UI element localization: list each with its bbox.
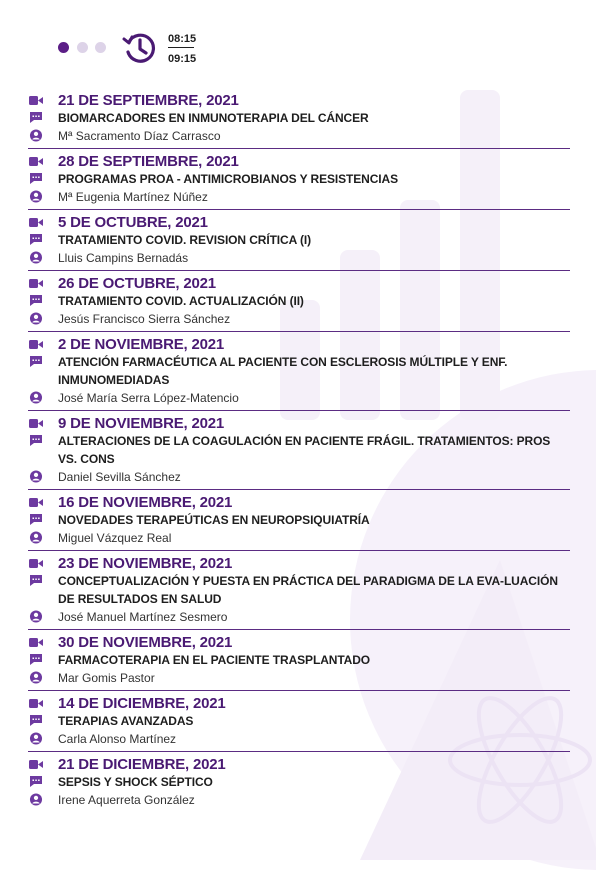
session-speaker: Mª Sacramento Díaz Carrasco [58, 129, 221, 143]
session-speaker-row [28, 529, 570, 547]
chat-bubble-icon [29, 172, 43, 185]
user-avatar-icon [29, 793, 43, 806]
user-avatar-icon [29, 251, 43, 264]
session-title-row [28, 712, 570, 730]
session-speaker: Irene Aquerreta González [58, 793, 195, 807]
session-entry [28, 149, 570, 210]
session-title-row [28, 170, 570, 188]
session-title: ATENCIÓN FARMACÉUTICA AL PACIENTE CON ESCLEROSIS MÚLTIPLE Y ENF. INMUNOMEDIADAS [58, 355, 508, 387]
session-speaker: José María Serra López-Matencio [58, 391, 239, 405]
session-date: 14 DE DICIEMBRE, 2021 [58, 695, 226, 712]
schedule-header [56, 30, 256, 66]
user-avatar-icon [29, 531, 43, 544]
session-date-row [28, 756, 570, 773]
session-date-row [28, 336, 570, 353]
session-title-row [28, 651, 570, 669]
user-avatar-icon [29, 312, 43, 325]
time-divider [168, 47, 194, 48]
session-title-row [28, 292, 570, 310]
session-title: BIOMARCADORES EN INMUNOTERAPIA DEL CÁNCER [58, 111, 369, 125]
user-avatar-icon [29, 732, 43, 745]
session-date-row [28, 92, 570, 109]
page-dot [77, 42, 88, 53]
chat-bubble-icon [29, 653, 43, 666]
chat-bubble-icon [29, 574, 43, 587]
session-speaker-row [28, 608, 570, 626]
session-entry [28, 551, 570, 630]
session-title-row [28, 511, 570, 529]
session-title-row [28, 231, 570, 249]
session-date-row [28, 494, 570, 511]
session-title: NOVEDADES TERAPEÚTICAS EN NEUROPSIQUIATRÍA [58, 513, 370, 527]
session-date-row [28, 415, 570, 432]
session-speaker-row [28, 791, 570, 809]
session-date: 21 DE SEPTIEMBRE, 2021 [58, 92, 239, 109]
session-speaker-row [28, 310, 570, 328]
session-date: 23 DE NOVIEMBRE, 2021 [58, 555, 233, 572]
session-speaker: José Manuel Martínez Sesmero [58, 610, 228, 624]
session-title-row [28, 432, 570, 468]
session-speaker: Lluis Campins Bernadás [58, 251, 189, 265]
history-clock-icon [122, 30, 158, 66]
session-entry [28, 210, 570, 271]
user-avatar-icon [29, 671, 43, 684]
video-camera-icon [29, 697, 43, 710]
session-date-row [28, 214, 570, 231]
session-entry [28, 752, 570, 812]
session-entry [28, 332, 570, 411]
session-date-row [28, 634, 570, 651]
video-camera-icon [29, 338, 43, 351]
session-title: TRATAMIENTO COVID. REVISION CRÍTICA (I) [58, 233, 311, 247]
session-list [28, 88, 570, 812]
session-title: PROGRAMAS PROA - ANTIMICROBIANOS Y RESISTENCIAS [58, 172, 398, 186]
chat-bubble-icon [29, 355, 43, 368]
session-title: TRATAMIENTO COVID. ACTUALIZACIÓN (II) [58, 294, 304, 308]
session-entry [28, 630, 570, 691]
session-speaker: Mar Gomis Pastor [58, 671, 155, 685]
video-camera-icon [29, 557, 43, 570]
session-entry [28, 271, 570, 332]
session-date: 28 DE SEPTIEMBRE, 2021 [58, 153, 239, 170]
session-date: 2 DE NOVIEMBRE, 2021 [58, 336, 225, 353]
session-title: SEPSIS Y SHOCK SÉPTICO [58, 775, 213, 789]
session-speaker: Miguel Vázquez Real [58, 531, 172, 545]
user-avatar-icon [29, 129, 43, 142]
session-title-row [28, 109, 570, 127]
session-title-row [28, 353, 570, 389]
video-camera-icon [29, 758, 43, 771]
session-date-row [28, 153, 570, 170]
chat-bubble-icon [29, 714, 43, 727]
session-date: 30 DE NOVIEMBRE, 2021 [58, 634, 233, 651]
session-speaker-row [28, 389, 570, 407]
session-title: FARMACOTERAPIA EN EL PACIENTE TRASPLANTADO [58, 653, 371, 667]
session-title-row [28, 773, 570, 791]
chat-bubble-icon [29, 111, 43, 124]
session-title: CONCEPTUALIZACIÓN Y PUESTA EN PRÁCTICA DEL PARADIGMA DE LA EVA-LUACIÓN DE RESULTADOS EN SALUD [58, 574, 558, 606]
session-entry [28, 88, 570, 149]
user-avatar-icon [29, 190, 43, 203]
session-speaker: Carla Alonso Martínez [58, 732, 177, 746]
session-date: 16 DE NOVIEMBRE, 2021 [58, 494, 233, 511]
session-speaker-row [28, 669, 570, 687]
session-speaker-row [28, 249, 570, 267]
session-date: 9 DE NOVIEMBRE, 2021 [58, 415, 225, 432]
session-speaker-row [28, 188, 570, 206]
session-date: 21 DE DICIEMBRE, 2021 [58, 756, 226, 773]
video-camera-icon [29, 417, 43, 430]
session-title: TERAPIAS AVANZADAS [58, 714, 194, 728]
video-camera-icon [29, 94, 43, 107]
user-avatar-icon [29, 391, 43, 404]
session-entry [28, 691, 570, 752]
session-speaker-row [28, 127, 570, 145]
session-date-row [28, 555, 570, 572]
video-camera-icon [29, 216, 43, 229]
user-avatar-icon [29, 610, 43, 623]
chat-bubble-icon [29, 775, 43, 788]
chat-bubble-icon [29, 233, 43, 246]
chat-bubble-icon [29, 513, 43, 526]
page-dot [95, 42, 106, 53]
chat-bubble-icon [29, 434, 43, 447]
start-time: 08:15 [168, 33, 197, 45]
session-title-row [28, 572, 570, 608]
chat-bubble-icon [29, 294, 43, 307]
session-speaker: Jesús Francisco Sierra Sánchez [58, 312, 231, 326]
session-entry [28, 490, 570, 551]
page-dot-active [58, 42, 69, 53]
video-camera-icon [29, 636, 43, 649]
session-date: 26 DE OCTUBRE, 2021 [58, 275, 216, 292]
end-time: 09:15 [168, 53, 197, 65]
session-entry [28, 411, 570, 490]
session-speaker-row [28, 730, 570, 748]
video-camera-icon [29, 277, 43, 290]
video-camera-icon [29, 496, 43, 509]
session-speaker: Mª Eugenia Martínez Núñez [58, 190, 208, 204]
session-date-row [28, 275, 570, 292]
session-speaker-row [28, 468, 570, 486]
session-title: ALTERACIONES DE LA COAGULACIÓN EN PACIENTE FRÁGIL. TRATAMIENTOS: PROS VS. CONS [58, 434, 551, 466]
session-date: 5 DE OCTUBRE, 2021 [58, 214, 208, 231]
video-camera-icon [29, 155, 43, 168]
user-avatar-icon [29, 470, 43, 483]
session-speaker: Daniel Sevilla Sánchez [58, 470, 181, 484]
session-date-row [28, 695, 570, 712]
